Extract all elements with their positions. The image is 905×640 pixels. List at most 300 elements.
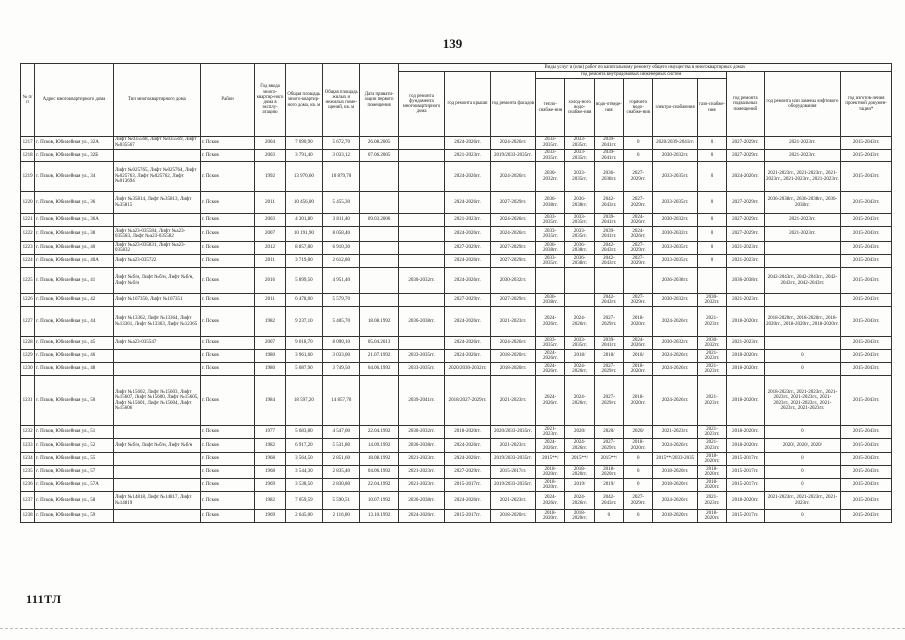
- cell-lift: [764, 242, 841, 255]
- cell-district: г. Псков: [200, 492, 255, 510]
- cell-hot: 0: [624, 453, 653, 466]
- cell-lift: 0: [764, 510, 841, 523]
- cell-heat: 2030-2032гг.: [536, 162, 565, 192]
- cell-addr: г. Псков, Юбилейная ул., 55: [35, 453, 114, 466]
- cell-lift: [764, 255, 841, 268]
- cell-living: 4 951,40: [323, 268, 360, 294]
- cell-facade: 2030-2032гг.: [490, 268, 535, 294]
- cell-type: Лифт №167350, Лифт №167351: [113, 294, 200, 307]
- cell-base: 2027-2029гг.: [727, 137, 764, 150]
- cell-type: Лифт №35814, Лифт №35813, Лифт №35815: [113, 192, 200, 214]
- cell-hot: 2027-2029гг.: [624, 255, 653, 268]
- cell-addr: г. Псков, Юбилейная ул., 51: [35, 426, 114, 439]
- cell-date: 04.06.1992: [360, 466, 398, 479]
- cell-district: г. Псков: [200, 227, 255, 242]
- cell-hot: 0: [624, 466, 653, 479]
- cell-electro: 2033-2035гг.: [653, 192, 697, 214]
- cell-cold: 2033-2035гг.: [565, 214, 594, 227]
- cell-year: 2012: [255, 242, 285, 255]
- cell-year: 1969: [255, 479, 285, 492]
- col-roof: год ремонта крыши: [445, 72, 490, 137]
- cell-year: 2011: [255, 192, 285, 214]
- cell-cold: 2036-2038гг.: [565, 255, 594, 268]
- cell-year: 2003: [255, 214, 285, 227]
- cell-cold: 2024-2026гг.: [565, 376, 594, 426]
- cell-found: 2021-2023гг.: [398, 479, 444, 492]
- cell-living: 5 405,70: [323, 307, 360, 337]
- cell-district: г. Псков: [200, 453, 255, 466]
- cell-hot: 2020/: [624, 426, 653, 439]
- cell-roof: 2027-2029гг.: [445, 294, 490, 307]
- cell-design: 2015-2043гг.: [841, 363, 892, 376]
- cell-sewer: 2020/: [594, 426, 623, 439]
- cell-district: г. Псков: [200, 268, 255, 294]
- cell-heat: 2036-2038гг.: [536, 242, 565, 255]
- cell-addr: г. Псков, Юбилейная ул., 32Б: [35, 150, 114, 162]
- cell-gas: 0: [697, 242, 726, 255]
- cell-found: [398, 337, 444, 350]
- cell-found: 2030-2032гг.: [398, 426, 444, 439]
- col-basement: год ремонта подвальных помещений: [727, 72, 764, 137]
- cell-facade: 2024-2026гг.: [490, 214, 535, 227]
- col-foundation: год ремонта фундамента многоквартирного дома: [398, 72, 444, 137]
- cell-date: 18.08.1992: [360, 307, 398, 337]
- cell-total: 6 917,20: [285, 439, 322, 453]
- cell-cold: 2033-2035гг.: [565, 337, 594, 350]
- cell-design: 2015-2043гг.: [841, 376, 892, 426]
- cell-year: 1984: [255, 376, 285, 426]
- cell-hot: 2024-2026гг.: [624, 227, 653, 242]
- cell-lift: 0: [764, 479, 841, 492]
- cell-lift: 2020/, 2020/, 2020/: [764, 439, 841, 453]
- cell-district: г. Псков: [200, 255, 255, 268]
- table-row: [21, 466, 892, 479]
- cell-design: 2015-2043гг.: [841, 337, 892, 350]
- cell-addr: г. Псков, Юбилейная ул., 58: [35, 492, 114, 510]
- cell-type: Лифт №а23-035831, Лифт №а23-035832: [113, 242, 200, 255]
- cell-roof: 2024-2026гг.: [445, 307, 490, 337]
- cell-type: [113, 479, 200, 492]
- cell-electro: 2024-2026гг.: [653, 439, 697, 453]
- capital-repair-table: [20, 63, 892, 523]
- col-district: Район: [200, 64, 255, 137]
- cell-n: 1224: [21, 255, 35, 268]
- cell-roof: 2024-2026гг.: [445, 192, 490, 214]
- table-row: [21, 227, 892, 242]
- cell-base: 2021-2023гг.: [727, 294, 764, 307]
- cell-addr: г. Псков, Юбилейная ул., 57: [35, 466, 114, 479]
- col-living-area: Общая площадь жилых и нежилых поме-щений, кв. м: [323, 64, 360, 137]
- cell-addr: г. Псков, Юбилейная ул., 59: [35, 510, 114, 523]
- cell-design: 2015-2043гг.: [841, 426, 892, 439]
- cell-heat: 2036-2038гг.: [536, 192, 565, 214]
- cell-gas: 2018-2020гг.: [697, 510, 726, 523]
- cell-found: 2021-2023гг.: [398, 453, 444, 466]
- cell-type: [113, 363, 200, 376]
- cell-roof: 2024-2026гг.: [445, 137, 490, 150]
- cell-type: [113, 150, 200, 162]
- cell-year: 1980: [255, 350, 285, 363]
- cell-year: 1969: [255, 510, 285, 523]
- cell-addr: г. Псков, Юбилейная ул., 44: [35, 307, 114, 337]
- cell-total: 5 683,80: [285, 426, 322, 439]
- cell-year: 2007: [255, 227, 285, 242]
- col-hot-water: горячего водо-снабже-ния: [624, 79, 653, 137]
- cell-design: 2015-2043гг.: [841, 268, 892, 294]
- services-group-header: Виды услуг и (или) работ по капитальному ремонту общего имущества в многоквартирных домах: [398, 64, 891, 72]
- cell-heat: 2033-2035гг.: [536, 150, 565, 162]
- cell-district: г. Псков: [200, 137, 255, 150]
- cell-cold: 2024-2026гг.: [565, 492, 594, 510]
- table-row: [21, 268, 892, 294]
- cell-total: 10 456,00: [285, 192, 322, 214]
- cell-total: 6 478,00: [285, 294, 322, 307]
- cell-electro: 2024-2026гг.: [653, 363, 697, 376]
- cell-gas: 2021-2023гг.: [697, 426, 726, 439]
- cell-design: 2015-2043гг.: [841, 227, 892, 242]
- cell-total: 7 059,59: [285, 492, 322, 510]
- cell-district: г. Псков: [200, 150, 255, 162]
- cell-n: 1233: [21, 439, 35, 453]
- cell-district: г. Псков: [200, 294, 255, 307]
- cell-type: Лифт №а23-035547: [113, 337, 200, 350]
- cell-hot: [624, 268, 653, 294]
- cell-electro: 2018-2020гг.: [653, 466, 697, 479]
- cell-living: 3 811,40: [323, 214, 360, 227]
- cell-type: Лифт №035568, Лифт №035569, Лифт №035567: [113, 137, 200, 150]
- cell-living: 5 455,30: [323, 192, 360, 214]
- cell-gas: 0: [697, 255, 726, 268]
- cell-date: 07.06.2005: [360, 150, 398, 162]
- cell-addr: г. Псков, Юбилейная ул., 38: [35, 227, 114, 242]
- col-heat: тепло-снабже-ния: [536, 79, 565, 137]
- cell-electro: 2020/2039-2041гг.: [653, 137, 697, 150]
- cell-found: [398, 162, 444, 192]
- cell-district: г. Псков: [200, 337, 255, 350]
- cell-total: 9 018,70: [285, 337, 322, 350]
- cell-roof: 2018-2020гг.: [445, 426, 490, 439]
- cell-gas: 2018-2020гг.: [697, 453, 726, 466]
- cell-type: [113, 214, 200, 227]
- cell-design: 2015-2043гг.: [841, 294, 892, 307]
- table-row: [21, 453, 892, 466]
- col-total-area: Общая площадь много-квартир-ного дома, кв. м: [285, 64, 322, 137]
- cell-n: 1238: [21, 510, 35, 523]
- cell-hot: 2018-2020гг.: [624, 376, 653, 426]
- cell-district: г. Псков: [200, 479, 255, 492]
- cell-gas: 2021-2023гг.: [697, 376, 726, 426]
- table-row: [21, 307, 892, 337]
- cell-base: 2018-2020гг.: [727, 376, 764, 426]
- cell-base: 2018-2020гг.: [727, 426, 764, 439]
- cell-heat: 2024-2026гг.: [536, 439, 565, 453]
- cell-electro: 2024-2026гг.: [653, 492, 697, 510]
- cell-sewer: 2018/: [594, 350, 623, 363]
- cell-lift: 0: [764, 453, 841, 466]
- cell-addr: г. Псков, Юбилейная ул., 34: [35, 162, 114, 192]
- cell-facade: 2024-2026гг.: [490, 227, 535, 242]
- cell-base: 2018-2020гг.: [727, 307, 764, 337]
- cell-n: 1223: [21, 242, 35, 255]
- col-electro: электро-снабжения: [653, 79, 697, 137]
- table-row: [21, 350, 892, 363]
- cell-district: г. Псков: [200, 510, 255, 523]
- cell-type: [113, 426, 200, 439]
- cell-sewer: 2042-2043гг.: [594, 294, 623, 307]
- cell-gas: 0: [697, 150, 726, 162]
- cell-sewer: 2019/: [594, 479, 623, 492]
- cell-gas: 2018-2020гг.: [697, 479, 726, 492]
- cell-addr: г. Псков, Юбилейная ул., 57А: [35, 479, 114, 492]
- cell-addr: г. Псков, Юбилейная ул., 32А: [35, 137, 114, 150]
- cell-design: 2015-2043гг.: [841, 307, 892, 337]
- cell-addr: г. Псков, Юбилейная ул., 52: [35, 439, 114, 453]
- cell-year: 1977: [255, 426, 285, 439]
- cell-facade: 2020/2033-2035гг.: [490, 426, 535, 439]
- cell-gas: 0: [697, 137, 726, 150]
- cell-found: [398, 214, 444, 227]
- cell-sewer: 2042-2043гг.: [594, 255, 623, 268]
- cell-cold: 2019/: [565, 479, 594, 492]
- cell-addr: г. Псков, Юбилейная ул., 40А: [35, 255, 114, 268]
- cell-base: 2027-2029гг.: [727, 214, 764, 227]
- cell-sewer: 2039-2041гг.: [594, 150, 623, 162]
- cell-addr: г. Псков, Юбилейная ул., 42: [35, 294, 114, 307]
- cell-roof: 2015-2017гг.: [445, 510, 490, 523]
- table-row: [21, 376, 892, 426]
- cell-electro: 2024-2026гг.: [653, 350, 697, 363]
- cell-base: 2024-2026гг.: [727, 162, 764, 192]
- cell-date: [360, 376, 398, 426]
- table-row: [21, 510, 892, 523]
- cell-year: 1992: [255, 162, 285, 192]
- cell-date: 14.09.1992: [360, 439, 398, 453]
- cell-district: г. Псков: [200, 162, 255, 192]
- cell-base: 2027-2029гг.: [727, 227, 764, 242]
- table-row: [21, 255, 892, 268]
- cell-addr: г. Псков, Юбилейная ул., 50: [35, 376, 114, 426]
- cell-year: 1982: [255, 307, 285, 337]
- cell-addr: г. Псков, Юбилейная ул., 41: [35, 268, 114, 294]
- cell-date: 05.04.2013: [360, 337, 398, 350]
- cell-hot: 0: [624, 479, 653, 492]
- table-row: [21, 337, 892, 350]
- cell-cold: 2024-2026гг.: [565, 307, 594, 337]
- cell-type: [113, 510, 200, 523]
- cell-electro: 2024-2026гг.: [653, 376, 697, 426]
- cell-n: 1228: [21, 337, 35, 350]
- cell-gas: 2030-2032гг.: [697, 337, 726, 350]
- cell-date: [360, 192, 398, 214]
- cell-electro: 2036-2038гг.: [653, 268, 697, 294]
- cell-year: 2007: [255, 337, 285, 350]
- cell-date: [360, 162, 398, 192]
- cell-hot: 2018-2020гг.: [624, 307, 653, 337]
- cell-base: 2015-2017гг.: [727, 510, 764, 523]
- cell-date: [360, 268, 398, 294]
- cell-lift: 2021-2023гг.: [764, 150, 841, 162]
- cell-found: [398, 242, 444, 255]
- cell-sewer: 2036-2038гг.: [594, 162, 623, 192]
- cell-gas: 2021-2023гг.: [697, 492, 726, 510]
- cell-living: 5 590,51: [323, 492, 360, 510]
- table-row: [21, 162, 892, 192]
- cell-sewer: 2039-2041гг.: [594, 214, 623, 227]
- cell-lift: 2036-2038гг., 2036-2038гг., 2036-2038гг.: [764, 192, 841, 214]
- cell-hot: 2027-2029гг.: [624, 492, 653, 510]
- cell-living: 5 531,80: [323, 439, 360, 453]
- cell-n: 1234: [21, 453, 35, 466]
- col-type: Тип многоквартирного дома: [113, 64, 200, 137]
- col-design: год изготов-ления проектной докумен-тации*: [841, 72, 892, 137]
- table-row: [21, 192, 892, 214]
- cell-roof: 2021-2023гг.: [445, 214, 490, 227]
- cell-base: 2021-2023гг.: [727, 337, 764, 350]
- cell-sewer: 2039-2041гг.: [594, 137, 623, 150]
- cell-n: 1227: [21, 307, 35, 337]
- cell-n: 1217: [21, 137, 35, 150]
- cell-facade: 2021-2023гг.: [490, 439, 535, 453]
- cell-base: 2015-2017гг.: [727, 466, 764, 479]
- cell-facade: 2015-2017гг.: [490, 466, 535, 479]
- cell-type: Лифт №б/н, Лифт №б/н, Лифт №б/н, Лифт №б/н: [113, 268, 200, 294]
- cell-roof: 2024-2026гг.: [445, 337, 490, 350]
- cell-heat: 2024-2026гг.: [536, 363, 565, 376]
- cell-hot: 2018/: [624, 350, 653, 363]
- cell-design: 2015-2043гг.: [841, 137, 892, 150]
- cell-sewer: 2042-2043гг.: [594, 242, 623, 255]
- cell-found: [398, 137, 444, 150]
- cell-district: г. Псков: [200, 307, 255, 337]
- cell-date: [360, 255, 398, 268]
- table-row: [21, 294, 892, 307]
- engineering-group-header: год ремонта внутридомовых инженерных систем: [536, 72, 727, 79]
- cell-hot: 2027-2029гг.: [624, 294, 653, 307]
- cell-heat: 2033-2035гг.: [536, 227, 565, 242]
- cell-hot: 2024-2026гг.: [624, 337, 653, 350]
- cell-n: 1232: [21, 426, 35, 439]
- table-row: [21, 479, 892, 492]
- col-cold-water: холод-ного водо-снабже-ния: [565, 79, 594, 137]
- cell-roof: 2024-2026гг.: [445, 492, 490, 510]
- cell-n: 1231: [21, 376, 35, 426]
- cell-design: 2015-2043гг.: [841, 214, 892, 227]
- cell-type: [113, 466, 200, 479]
- cell-heat: 2024-2026гг.: [536, 307, 565, 337]
- cell-base: 2018-2020гг.: [727, 492, 764, 510]
- cell-total: 5 899,50: [285, 268, 322, 294]
- cell-gas: 2018-2020гг.: [697, 466, 726, 479]
- cell-design: 2015-2043гг.: [841, 350, 892, 363]
- cell-lift: 2021-2023гг., 2021-2023гг., 2021-2023гг.: [764, 492, 841, 510]
- cell-addr: г. Псков, Юбилейная ул., 36А: [35, 214, 114, 227]
- cell-district: г. Псков: [200, 192, 255, 214]
- cell-roof: 2024-2026гг.: [445, 453, 490, 466]
- cell-lift: 2021-2023гг.: [764, 214, 841, 227]
- cell-n: 1225: [21, 268, 35, 294]
- cell-n: 1230: [21, 363, 35, 376]
- cell-cold: [565, 268, 594, 294]
- cell-total: 9 237,10: [285, 307, 322, 337]
- cell-n: 1220: [21, 192, 35, 214]
- cell-living: 2 835,40: [323, 466, 360, 479]
- cell-hot: 2027-2029гг.: [624, 192, 653, 214]
- cell-facade: 2018-2020гг.: [490, 363, 535, 376]
- cell-heat: 2033-2035гг.: [536, 137, 565, 150]
- cell-cold: 2018/: [565, 350, 594, 363]
- cell-facade: 2021-2023гг.: [490, 307, 535, 337]
- cell-sewer: [594, 268, 623, 294]
- cell-roof: 2015-2017гг.: [445, 479, 490, 492]
- cell-facade: 2027-2029гг.: [490, 192, 535, 214]
- cell-design: 2015-2043гг.: [841, 453, 892, 466]
- cell-found: [398, 192, 444, 214]
- cell-base: 2018-2020гг.: [727, 363, 764, 376]
- cell-heat: 2018-2020гг.: [536, 466, 565, 479]
- cell-facade: 2024-2026гг.: [490, 137, 535, 150]
- cell-base: 2027-2029гг.: [727, 150, 764, 162]
- cell-total: 3 719,80: [285, 255, 322, 268]
- cell-district: г. Псков: [200, 439, 255, 453]
- cell-electro: 2021-2023гг.: [653, 426, 697, 439]
- cell-total: 10 191,90: [285, 227, 322, 242]
- cell-date: 21.07.1992: [360, 350, 398, 363]
- cell-date: [360, 294, 398, 307]
- cell-gas: 2021-2023гг.: [697, 350, 726, 363]
- cell-found: [398, 294, 444, 307]
- cell-sewer: 2027-2029гг.: [594, 363, 623, 376]
- cell-total: 3 564,50: [285, 453, 322, 466]
- col-lift: год ремонта или замены лифтового оборудования: [764, 72, 841, 137]
- cell-living: 8 090,10: [323, 337, 360, 350]
- cell-facade: 2027-2029гг.: [490, 242, 535, 255]
- cell-living: 3 033,00: [323, 350, 360, 363]
- cell-living: 5 579,70: [323, 294, 360, 307]
- cell-type: Лифт №а23-035722: [113, 255, 200, 268]
- cell-n: 1235: [21, 466, 35, 479]
- cell-living: 8 058,40: [323, 227, 360, 242]
- cell-sewer: 2018-2020гг.: [594, 466, 623, 479]
- table-row: [21, 363, 892, 376]
- col-num: № п/п: [21, 64, 35, 137]
- footer-code: 111ТЛ: [26, 592, 62, 606]
- cell-living: 3 033,12: [323, 150, 360, 162]
- cell-heat: 2018-2020гг.: [536, 510, 565, 523]
- table-row: [21, 439, 892, 453]
- cell-sewer: 2027-2029гг.: [594, 307, 623, 337]
- cell-design: 2015-2043гг.: [841, 439, 892, 453]
- cell-facade: 2021-2023гг.: [490, 492, 535, 510]
- cell-found: 2030-2032гг.: [398, 268, 444, 294]
- cell-district: г. Псков: [200, 426, 255, 439]
- cell-facade: 2027-2029гг.: [490, 255, 535, 268]
- cell-date: [360, 242, 398, 255]
- cell-roof: 2018/2027-2029гг.: [445, 376, 490, 426]
- cell-total: 3 961,60: [285, 350, 322, 363]
- cell-cold: 2015**/: [565, 453, 594, 466]
- cell-lift: 2021-2023гг.: [764, 227, 841, 242]
- cell-cold: 2024-2026гг.: [565, 363, 594, 376]
- cell-living: 4 547,00: [323, 426, 360, 439]
- cell-lift: 0: [764, 466, 841, 479]
- cell-sewer: 2042-2043гг.: [594, 192, 623, 214]
- table-row: [21, 214, 892, 227]
- cell-total: 2 645,00: [285, 510, 322, 523]
- cell-cold: 2036-2038гг.: [565, 192, 594, 214]
- col-privatization-date: Дата привати-зации первого помещения: [360, 64, 398, 137]
- cell-facade: 2024-2026гг.: [490, 337, 535, 350]
- cell-district: г. Псков: [200, 376, 255, 426]
